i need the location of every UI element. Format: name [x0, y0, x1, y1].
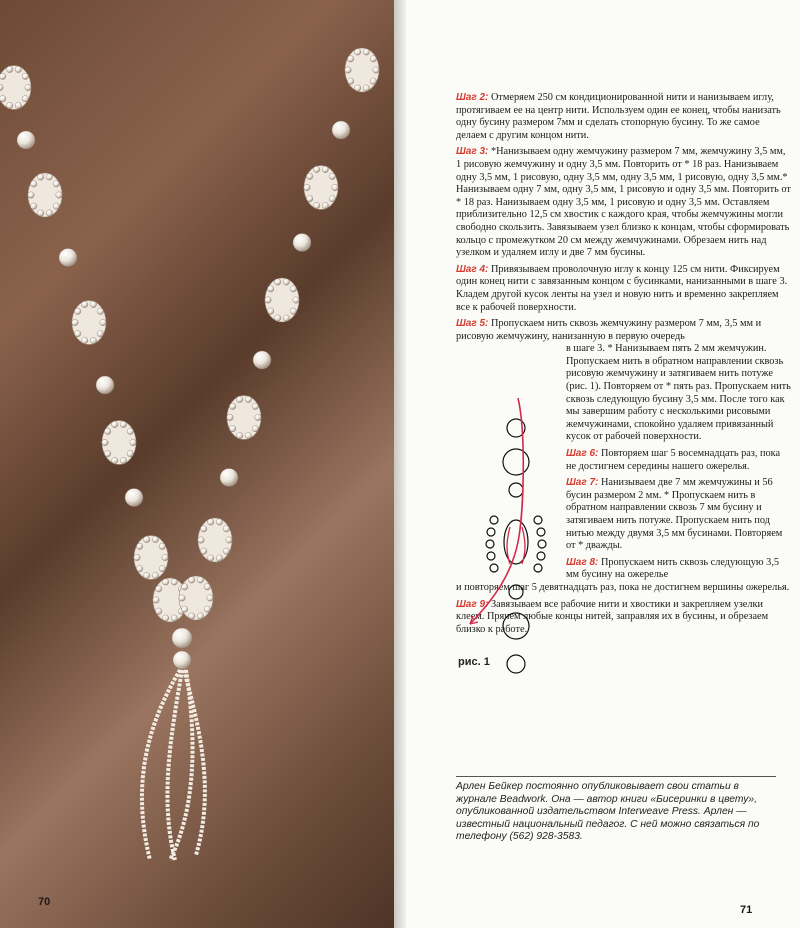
seed-pearl [22, 95, 28, 101]
seed-pearl [283, 279, 289, 285]
pearl-tassel [142, 670, 205, 860]
seed-pearl [81, 337, 87, 343]
seed-pearl [22, 73, 28, 79]
step-text: Повторяем шаг 5 восемнадцать раз, пока не достигнем середины нашего ожерелья. [566, 448, 781, 472]
seed-pearl [204, 584, 210, 590]
seed-pearl [207, 555, 213, 561]
seed-pearl [188, 613, 194, 619]
seed-pearl [171, 579, 177, 585]
seed-pearl [97, 308, 103, 314]
seed-pearl [345, 67, 351, 73]
seed-pearl [223, 548, 229, 554]
step-text: Отмеряем 250 см кондиционированной нити и нанизываем иглу, протягиваем ее на центр нити. Используем один ее конец, чтобы нанизать одну бусину размером 7мм и сделать стопорную бусину. То же самое делаем с другим концом нити. [456, 92, 781, 141]
seed-pearl [329, 195, 335, 201]
seed-pearl [25, 84, 31, 90]
seed-pearl [245, 396, 251, 402]
seed-pearl [15, 66, 21, 72]
seed-pearl [207, 519, 213, 525]
page-number-left: 70 [38, 896, 51, 908]
seed-pearl [181, 606, 187, 612]
seed-pearl [153, 597, 159, 603]
bead-circle [503, 613, 529, 639]
seed-pearl [143, 572, 149, 578]
seed-bead [538, 540, 546, 548]
page-number-right: 71 [740, 904, 753, 916]
seed-pearl [159, 565, 165, 571]
seed-pearl [53, 181, 59, 187]
seed-pearl [97, 330, 103, 336]
seed-pearl [30, 181, 36, 187]
seed-pearl [181, 584, 187, 590]
seed-pearl [363, 49, 369, 55]
author-note: Арлен Бейкер постоянно опубликовывает свои статьи в журнале Beadwork. Она — автор книги «Бисеринки в цвету», опубликованной издательством Interweave Press. Арлен — известный национальный педагог. С ней можно связаться по телефону (562) 928-3583. [456, 776, 776, 844]
seed-pearl [229, 425, 235, 431]
step-label: Шаг 4: [456, 263, 489, 275]
seed-pearl [245, 432, 251, 438]
step-label: Шаг 5: [456, 318, 489, 330]
pearl [253, 351, 271, 369]
step-6 [566, 448, 792, 473]
seed-pearl [227, 414, 233, 420]
bead-circle [509, 585, 523, 599]
step-8 [566, 557, 792, 582]
seed-pearl [265, 297, 271, 303]
figure-label: рис. 1 [458, 656, 490, 668]
pearl [220, 469, 238, 487]
step-label: Шаг 2: [456, 92, 489, 103]
seed-bead [537, 552, 545, 560]
seed-pearl [267, 308, 273, 314]
seed-pearl [197, 577, 203, 583]
bead-circle [507, 655, 525, 673]
seed-pearl [267, 286, 273, 292]
seed-pearl [293, 297, 299, 303]
seed-pearl [198, 537, 204, 543]
seed-pearl [322, 202, 328, 208]
seed-pearl [171, 615, 177, 621]
seed-pearl [136, 565, 142, 571]
seed-pearl [370, 56, 376, 62]
step-4 [456, 264, 792, 314]
seed-pearl [30, 203, 36, 209]
step-5 [456, 318, 792, 343]
seed-pearl [252, 425, 258, 431]
page-right [406, 0, 800, 928]
seed-pearl [329, 173, 335, 179]
seed-pearl [283, 315, 289, 321]
seed-pearl [74, 330, 80, 336]
seed-pearl [130, 439, 136, 445]
seed-pearl [53, 203, 59, 209]
step-8-continued: и повторяем шаг 5 девятнадцать раз, пока не достигнем вершины ожерелья. [456, 581, 790, 593]
seed-pearl [104, 428, 110, 434]
step-label: Шаг 9: [456, 598, 489, 610]
seed-pearl [216, 555, 222, 561]
necklace-photo [0, 0, 394, 928]
seed-bead [534, 516, 542, 524]
step-text: Нанизываем две 7 мм жемчужины и 56 бусин размером 2 мм. * Пропускаем нить в обратном направлении сквозь 7 мм бусину и затягиваем нить потуже. Пропускаем нить под нитью между двумя 3,5 мм бусинами. Повторяем от * дважды. [566, 477, 783, 552]
seed-pearl [354, 49, 360, 55]
step-text: Пропускаем нить сквозь следующую 3,5 мм бусину на ожерелье [566, 556, 780, 581]
seed-pearl [152, 536, 158, 542]
step-label: Шаг 7: [566, 477, 599, 489]
seed-pearl [104, 450, 110, 456]
bead-circle [503, 449, 529, 475]
seed-pearl [229, 403, 235, 409]
seed-bead [537, 528, 545, 536]
seed-pearl [290, 308, 296, 314]
seed-pearl [200, 548, 206, 554]
seed-pearl [143, 536, 149, 542]
seed-pearl [90, 301, 96, 307]
seed-pearl [197, 613, 203, 619]
seed-pearl [155, 586, 161, 592]
seed-pearl [111, 457, 117, 463]
seed-pearl [155, 608, 161, 614]
seed-pearl [6, 102, 12, 108]
step-text: *Нанизываем одну жемчужину размером 7 мм, жемчужину 3,5 мм, 1 рисовую жемчужину и одну 3,5 мм. Повторить от * 18 раз. Нанизываем одну 3,5 мм, 1 рисовую, одну 3,5 мм, одну 3,5 мм, 1 рисовую, одну 3,5 мм.* Нанизываем одну 7 мм, одну 3,5 мм, 1 рисовую и одну 3,5 мм. Повторить от * 18 раз. Нанизываем одну 3,5 мм, 1 рисовую и одну 3,5 мм. Оставляем приблизительно 12,5 см хвостик с каждого края, чтобы жемчужины могли свободно скользить. Завязываем узел близко к концам, чтобы сформировать кольцо с промежутком 20 см между жемчужинами. Обрезаем нить над узелком и удаляем иглу и две 7 мм бусины. [456, 146, 791, 259]
seed-pearl [102, 439, 108, 445]
pearl [59, 249, 77, 267]
seed-bead [486, 540, 494, 548]
page-gutter [394, 0, 406, 928]
step-label: Шаг 8: [566, 556, 599, 568]
seed-pearl [46, 210, 52, 216]
seed-bead [534, 564, 542, 572]
seed-pearl [46, 174, 52, 180]
seed-pearl [90, 337, 96, 343]
seed-pearl [313, 202, 319, 208]
step-text: Пропускаем нить сквозь жемчужину размером 7 мм, 3,5 мм и рисовую жемчужину, нанизанную в первую очередь [456, 318, 762, 342]
seed-pearl [216, 519, 222, 525]
seed-pearl [373, 67, 379, 73]
seed-pearl [306, 195, 312, 201]
seed-pearl [162, 615, 168, 621]
seed-pearl [347, 78, 353, 84]
step-label: Шаг 6: [566, 448, 599, 460]
seed-pearl [0, 95, 6, 101]
seed-pearl [274, 315, 280, 321]
seed-pearl [322, 166, 328, 172]
seed-pearl [255, 414, 261, 420]
seed-pearl [120, 421, 126, 427]
seed-pearl [6, 66, 12, 72]
pearl [173, 651, 191, 669]
thread-path [470, 398, 523, 624]
seed-pearl [162, 554, 168, 560]
figure-1-diagram [456, 392, 566, 692]
seed-pearl [127, 428, 133, 434]
seed-pearl [204, 606, 210, 612]
pearl [172, 628, 192, 648]
seed-pearl [120, 457, 126, 463]
bead-circle [509, 483, 523, 497]
seed-bead [487, 552, 495, 560]
seed-pearl [354, 85, 360, 91]
seed-pearl [252, 403, 258, 409]
seed-pearl [134, 554, 140, 560]
pearl [332, 121, 350, 139]
seed-pearl [274, 279, 280, 285]
seed-pearl [223, 526, 229, 532]
seed-pearl [74, 308, 80, 314]
step-7 [566, 477, 792, 553]
seed-pearl [179, 595, 185, 601]
seed-pearl [370, 78, 376, 84]
step-text: Привязываем проволочную иглу к концу 125 см нити. Фиксируем один конец нити с завязанным концом с бусинками, нанизанными в шаге 3. Кладем другой кусок ленты на узел и новую нить и временно закрепляем все к рабочей поверхности. [456, 263, 788, 313]
seed-pearl [111, 421, 117, 427]
seed-bead [490, 516, 498, 524]
step-2 [456, 92, 792, 142]
seed-pearl [188, 577, 194, 583]
seed-pearl [0, 73, 6, 79]
seed-pearl [15, 102, 21, 108]
seed-pearl [152, 572, 158, 578]
seed-pearl [37, 210, 43, 216]
pearl [17, 131, 35, 149]
seed-pearl [363, 85, 369, 91]
seed-pearl [162, 579, 168, 585]
seed-bead [487, 528, 495, 536]
pearl [293, 234, 311, 252]
step-label: Шаг 3: [456, 146, 489, 158]
seed-pearl [127, 450, 133, 456]
thread-loop [507, 527, 525, 564]
seed-pearl [306, 173, 312, 179]
seed-pearl [56, 192, 62, 198]
seed-pearl [28, 192, 34, 198]
seed-bead [490, 564, 498, 572]
seed-pearl [313, 166, 319, 172]
seed-pearl [207, 595, 213, 601]
necklace-illustration [0, 0, 394, 928]
seed-pearl [332, 184, 338, 190]
pearl [125, 489, 143, 507]
step-text: Завязываем все рабочие нити и хвостики и закрепляем узелки клеем. Прячем любые концы нитей, заправляя их в бусины, и обрезаем близко к работе. [456, 598, 769, 635]
seed-pearl [347, 56, 353, 62]
seed-pearl [226, 537, 232, 543]
seed-pearl [159, 543, 165, 549]
seed-pearl [200, 526, 206, 532]
step-3 [456, 146, 792, 259]
seed-pearl [290, 286, 296, 292]
seed-pearl [37, 174, 43, 180]
seed-pearl [100, 319, 106, 325]
seed-pearl [72, 319, 78, 325]
pearl [96, 376, 114, 394]
seed-pearl [236, 396, 242, 402]
seed-pearl [304, 184, 310, 190]
seed-pearl [136, 543, 142, 549]
seed-pearl [236, 432, 242, 438]
seed-pearl [81, 301, 87, 307]
step-5-continued: в шаге 3. * Нанизываем пять 2 мм жемчужин. Пропускаем нить в обратном направлении сквозь рисовую жемчужину и затягиваем нить потуже (рис. 1). Повторяем от * пять раз. Пропускаем нить сквозь следующую бусину 3,5 мм. После того как мы завершим работу с несколькими рисовыми жемчужинами, спокойно удаляем привязанный кусок от рабочей поверхности. [566, 343, 791, 443]
